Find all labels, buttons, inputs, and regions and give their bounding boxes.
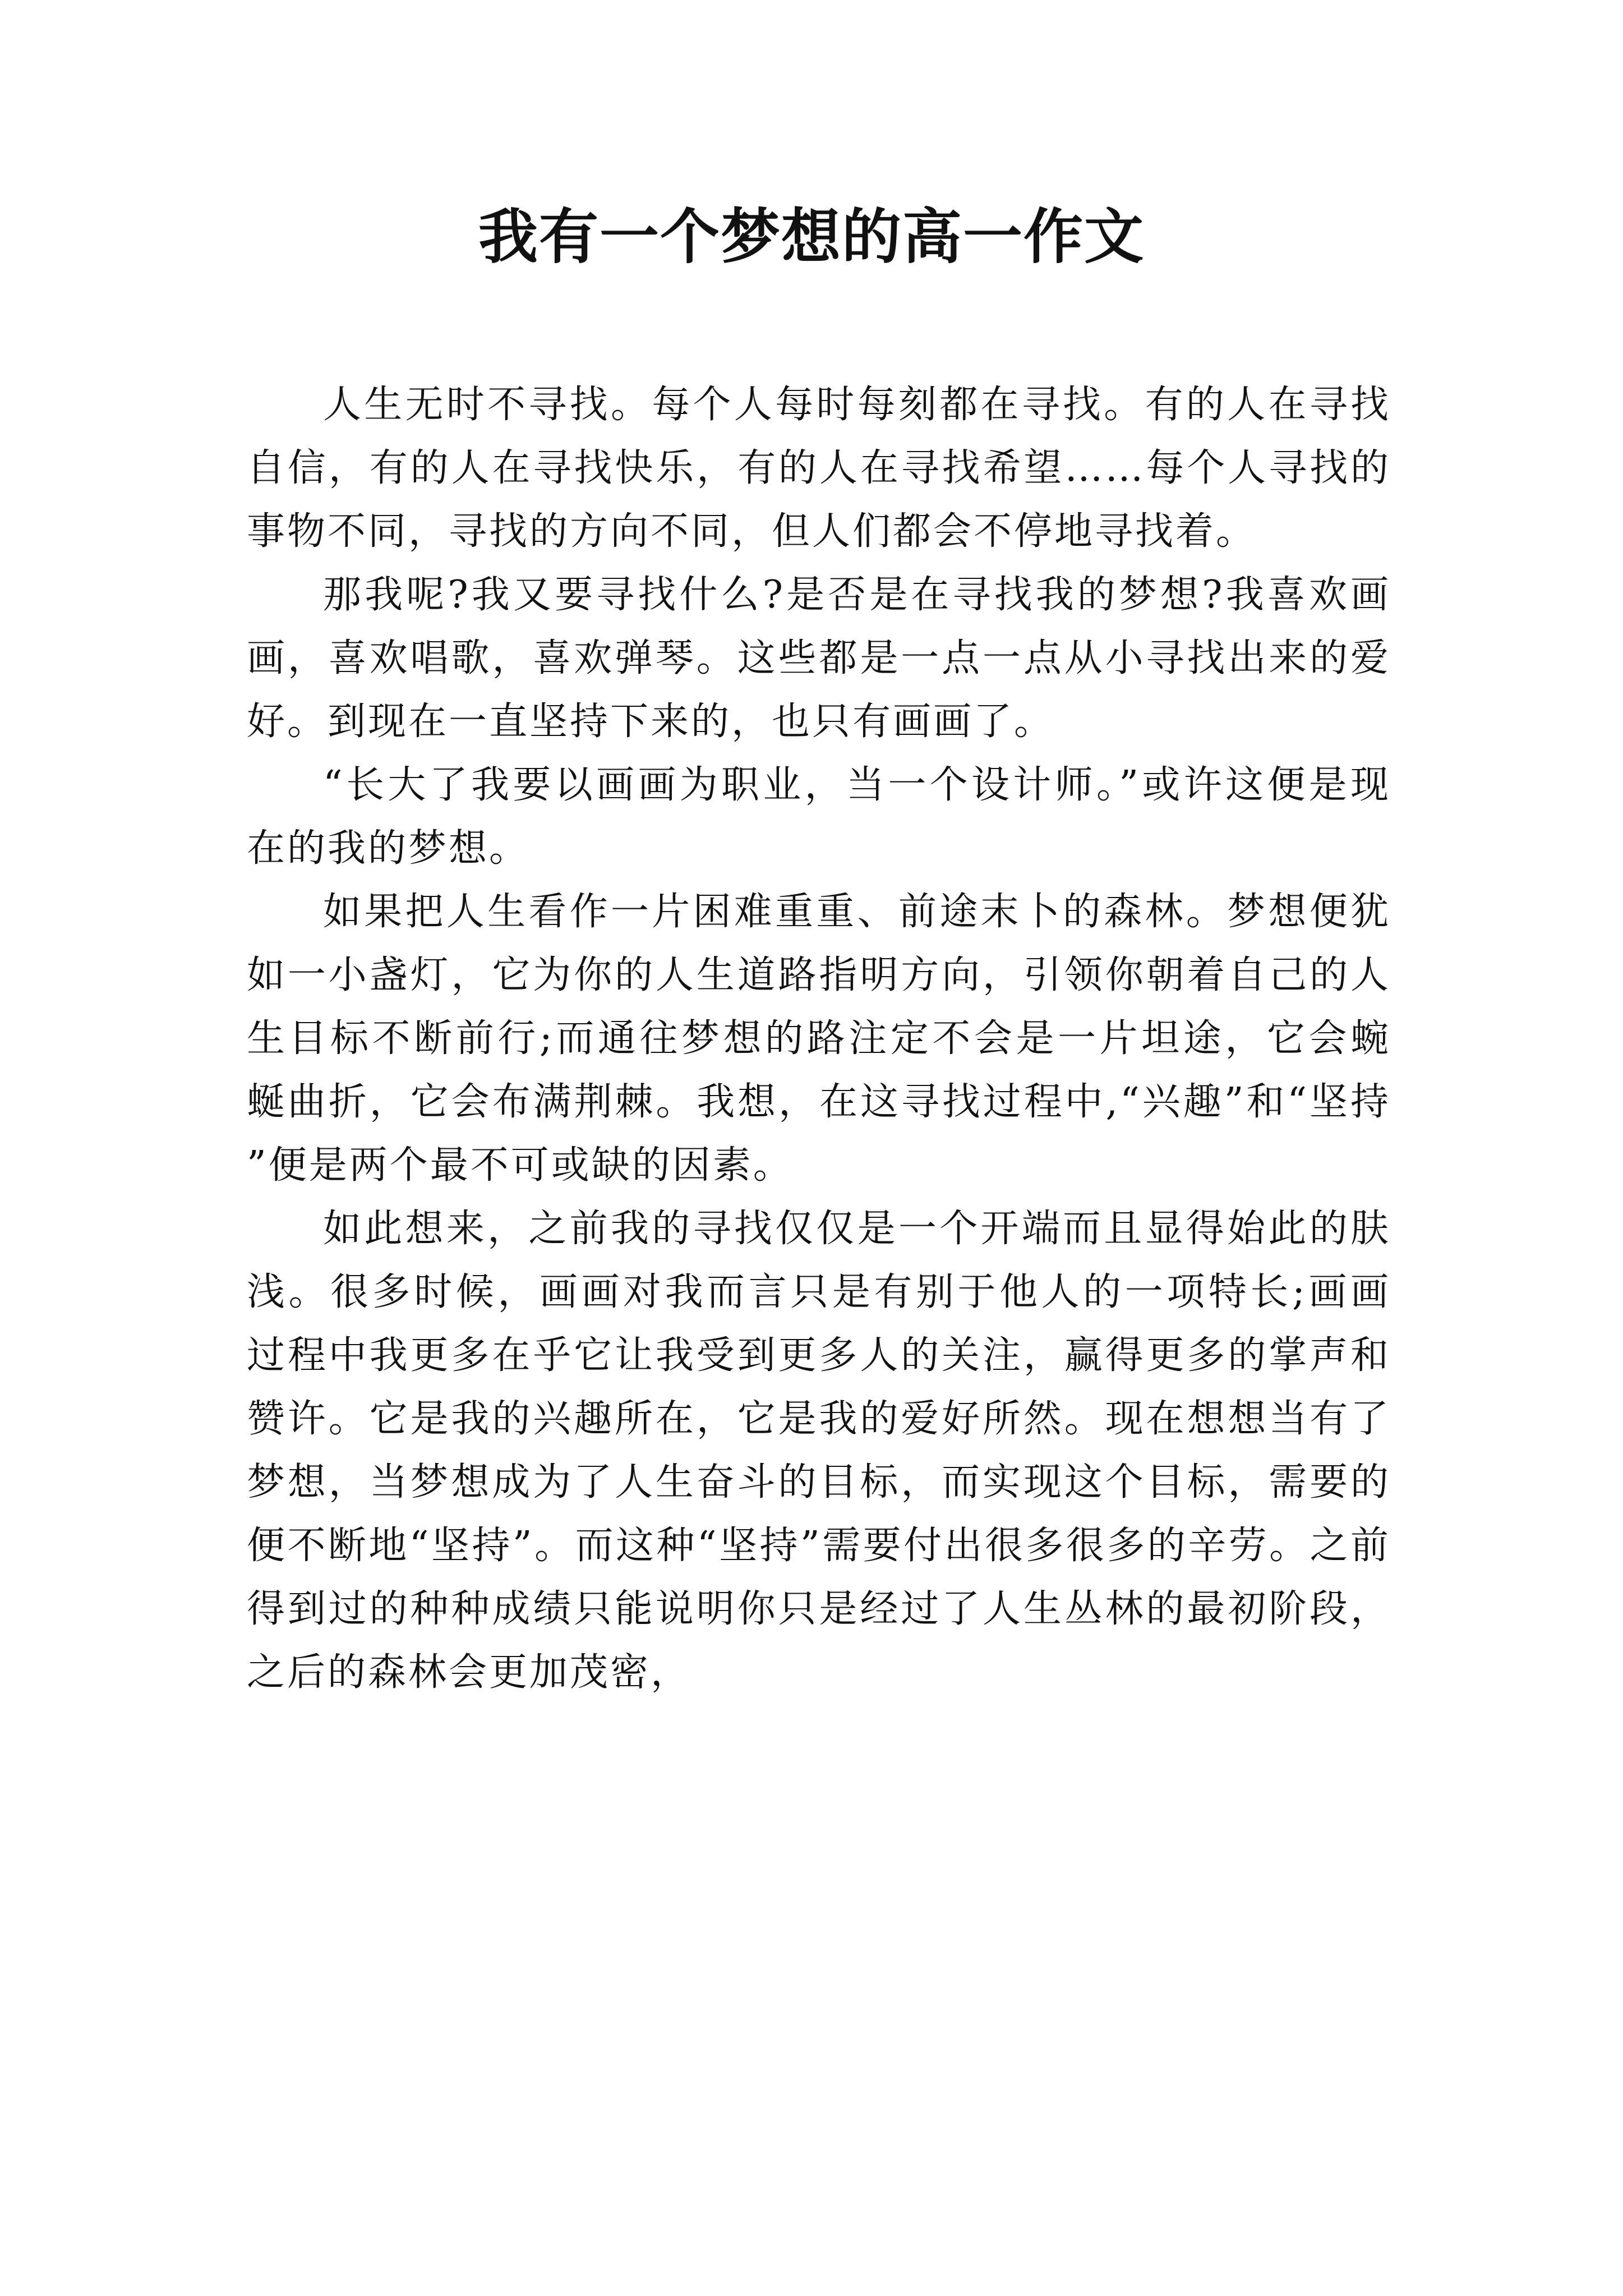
paragraph-2: 那我呢?我又要寻找什么?是否是在寻找我的梦想?我喜欢画画，喜欢唱歌，喜欢弹琴。这些都是一点一点从小寻找出来的爱好。到现在一直坚持下来的，也只有画画了。 [247, 573, 1391, 744]
paragraph-3: “长大了我要以画画为职业，当一个设计师。”或许这便是现在的我的梦想。 [247, 763, 1391, 871]
paragraph-4: 如果把人生看作一片困难重重、前途末卜的森林。梦想便犹如一小盏灯，它为你的人生道路指明方向，引领你朝着自己的人生目标不断前行;而通往梦想的路注定不会是一片坦途，它会蜿蜒曲折，它会布满荆棘。我想，在这寻找过程中,“兴趣”和“坚持”便是两个最不可或缺的因素。 [247, 890, 1391, 1188]
document-body [247, 373, 1391, 1704]
document-title: 我有一个梦想的高一作文 [478, 201, 1145, 272]
paragraph-1: 人生无时不寻找。每个人每时每刻都在寻找。有的人在寻找自信，有的人在寻找快乐，有的人在寻找希望……每个人寻找的事物不同，寻找的方向不同，但人们都会不停地寻找着。 [247, 383, 1391, 554]
paragraph-5: 如此想来，之前我的寻找仅仅是一个开端而且显得始此的肤浅。很多时候，画画对我而言只是有别于他人的一项特长;画画过程中我更多在乎它让我受到更多人的关注，赢得更多的掌声和赞许。它是我的兴趣所在，它是我的爱好所然。现在想想当有了梦想，当梦想成为了人生奋斗的目标，而实现这个目标，需要的便不断地“坚持”。而这种“坚持”需要付出很多很多的辛劳。之前得到过的种种成绩只能说明你只是经过了人生丛林的最初阶段，之后的森林会更加茂密， [247, 1207, 1391, 1695]
